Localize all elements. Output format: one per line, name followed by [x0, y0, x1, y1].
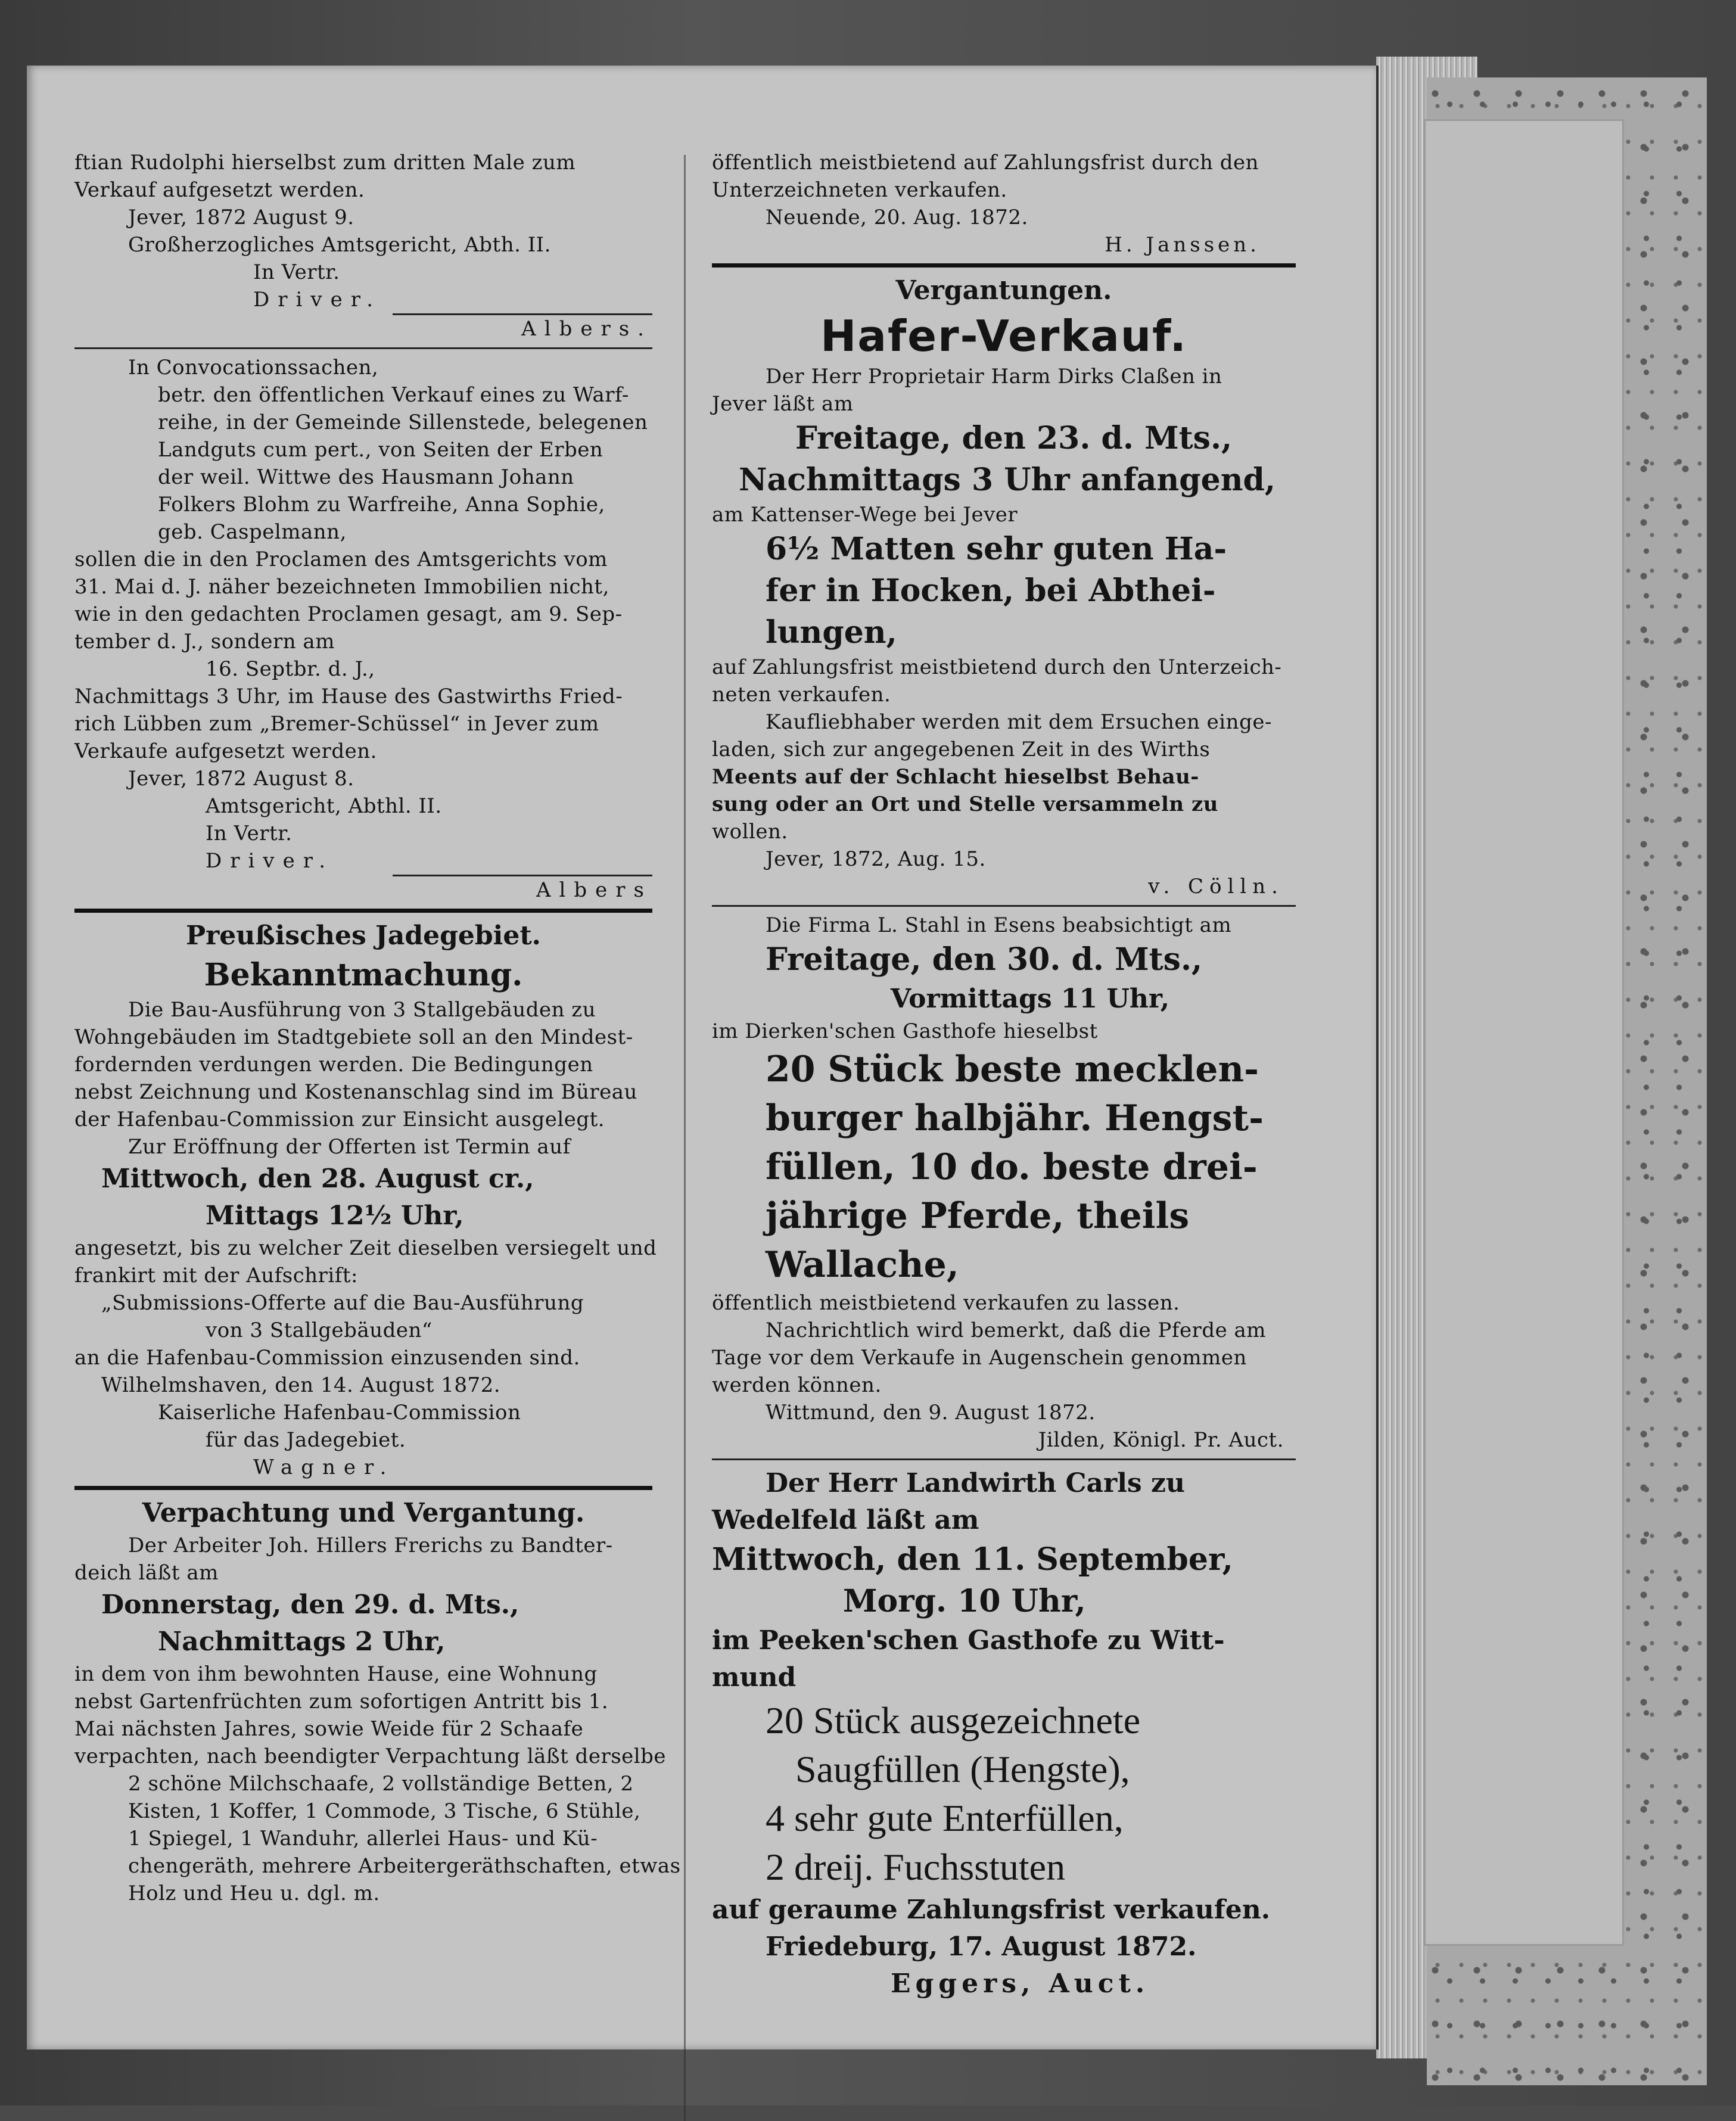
notice-verpachtung — [74, 1495, 681, 1907]
text-line: deich läßt am — [74, 1561, 219, 1585]
column-divider — [684, 155, 686, 2121]
goods-line: Wallache, — [766, 1244, 959, 1286]
sale-date: 16. Septbr. d. J., — [206, 657, 375, 681]
text-line: ftian Rudolphi hierselbst zum dritten Male zum — [74, 151, 576, 175]
text-line: fordernden verdungen werden. Die Bedingungen — [74, 1053, 593, 1077]
right-column — [712, 149, 1296, 2002]
text-line: neten verkaufen. — [712, 683, 891, 707]
text-line: Holz und Heu u. dgl. m. — [128, 1881, 380, 1905]
authority: Kaiserliche Hafenbau-Commission — [158, 1401, 521, 1425]
goods-line: burger halbjähr. Hengst- — [766, 1097, 1264, 1139]
text-line: der Hafenbau-Commission zur Einsicht ausgelegt. — [74, 1108, 605, 1131]
goods-line: füllen, 10 do. beste drei- — [766, 1146, 1258, 1188]
text-line: Verkaufe aufgesetzt werden. — [74, 739, 377, 763]
text-line: von 3 Stallgebäuden“ — [206, 1318, 433, 1342]
notice-heading: Preußisches Jadegebiet. — [186, 920, 541, 951]
separator — [712, 1458, 1296, 1460]
goods-line: 20 Stück beste mecklen- — [766, 1049, 1259, 1090]
signer: Eggers, Auct. — [891, 1968, 1150, 1999]
place-date: Wilhelmshaven, den 14. August 1872. — [101, 1373, 501, 1397]
court-name: Amtsgericht, Abthl. II. — [206, 794, 442, 818]
text-line: tember d. J., sondern am — [74, 630, 335, 654]
text-line: Unterzeichneten verkaufen. — [712, 178, 1007, 202]
left-column — [74, 149, 681, 1907]
text-line: Kisten, 1 Koffer, 1 Commode, 3 Tische, 6 Stühle, — [128, 1799, 641, 1823]
goods-line: fer in Hocken, bei Abthei- — [766, 573, 1216, 609]
place-date: Neuende, 20. Aug. 1872. — [766, 206, 1028, 229]
text-line: der weil. Wittwe des Hausmann Johann — [158, 465, 574, 489]
text-line: reihe, in der Gemeinde Sillenstede, belegenen — [158, 410, 648, 434]
text-line: Wohngebäuden im Stadtgebiete soll an den Mindest- — [74, 1025, 633, 1049]
signer: Jilden, Königl. Pr. Auct. — [1038, 1428, 1284, 1452]
signer: H. Janssen. — [1105, 233, 1260, 257]
date-heading: Donnerstag, den 29. d. Mts., — [101, 1590, 519, 1620]
text-line: sollen die in den Proclamen des Amtsgerichts vom — [74, 548, 608, 571]
separator — [74, 347, 652, 349]
date-heading: Nachmittags 2 Uhr, — [158, 1626, 446, 1657]
authority: für das Jadegebiet. — [206, 1428, 406, 1452]
text-line: nebst Gartenfrüchten zum sofortigen Antritt bis 1. — [74, 1690, 609, 1713]
text-line: Folkers Blohm zu Warfreihe, Anna Sophie, — [158, 493, 605, 517]
notice-neuende — [712, 149, 1296, 259]
section-heading: Vergantungen. — [895, 275, 1112, 306]
location: im Peeken'schen Gasthofe zu Witt- — [712, 1625, 1225, 1656]
text-line: Die Firma L. Stahl in Esens beabsichtigt am — [766, 913, 1232, 937]
text-line: 31. Mai d. J. näher bezeichneten Immobilien nicht, — [74, 575, 609, 599]
text-line: Landguts cum pert., von Seiten der Erben — [158, 438, 603, 462]
in-vertr: In Vertr. — [206, 822, 293, 845]
place-date: Wittmund, den 9. August 1872. — [766, 1401, 1096, 1425]
text-line: werden können. — [712, 1373, 882, 1397]
adjacent-page-panel — [1424, 119, 1624, 1946]
date-heading: Mittwoch, den 28. August cr., — [101, 1164, 534, 1194]
text-line: laden, sich zur angegebenen Zeit in des Wirths — [712, 738, 1211, 761]
text-line: Nachrichtlich wird bemerkt, daß die Pferde am — [766, 1318, 1267, 1342]
notice-stahl-esens — [712, 912, 1296, 1454]
notice-convocation — [74, 354, 652, 904]
text-line: geb. Caspelmann, — [158, 520, 347, 544]
goods-line: jährige Pferde, theils — [766, 1195, 1190, 1237]
text-line: 2 schöne Milchschaafe, 2 vollständige Betten, 2 — [128, 1772, 634, 1796]
notice-heading: Bekanntmachung. — [204, 957, 523, 993]
goods-line: 2 dreij. Fuchsstuten — [766, 1846, 1066, 1888]
text-line: öffentlich meistbietend auf Zahlungsfrist durch den — [712, 151, 1259, 175]
goods-line: 6½ Matten sehr guten Ha- — [766, 531, 1227, 567]
goods-line: 4 sehr gute Enterfüllen, — [766, 1797, 1124, 1839]
separator — [74, 1486, 652, 1490]
text-line: Der Arbeiter Joh. Hillers Frerichs zu Bandter- — [128, 1534, 613, 1557]
place-date: Jever, 1872, Aug. 15. — [766, 847, 986, 871]
text-line: Meents auf der Schlacht hieselbst Behau- — [712, 765, 1199, 789]
in-vertr: In Vertr. — [253, 260, 340, 284]
notice-heading: Verpachtung und Vergantung. — [142, 1498, 585, 1528]
text-line: Der Herr Proprietair Harm Dirks Claßen in — [766, 365, 1222, 388]
text-line: wie in den gedachten Proclamen gesagt, am 9. Sep- — [74, 602, 623, 626]
text-line: Der Herr Landwirth Carls zu — [766, 1468, 1185, 1498]
text-line: Die Bau-Ausführung von 3 Stallgebäuden zu — [128, 998, 596, 1022]
text-line: rich Lübben zum „Bremer-Schüssel“ in Jever zum — [74, 712, 599, 736]
goods-line: lungen, — [766, 614, 897, 651]
location: im Dierken'schen Gasthofe hieselbst — [712, 1019, 1098, 1043]
text-line: öffentlich meistbietend verkaufen zu lassen. — [712, 1291, 1180, 1315]
text-line: verpachten, nach beendigter Verpachtung läßt derselbe — [74, 1744, 667, 1768]
separator — [712, 263, 1296, 268]
text-line: Tage vor dem Verkaufe in Augenschein genommen — [712, 1346, 1247, 1370]
text-line: Kaufliebhaber werden mit dem Ersuchen einge- — [766, 710, 1272, 734]
text-line: Verkauf aufgesetzt werden. — [74, 178, 365, 202]
text-line: 1 Spiegel, 1 Wanduhr, allerlei Haus- und Kü- — [128, 1827, 598, 1851]
text-line: Jever läßt am — [712, 392, 854, 416]
place-date: Jever, 1872 August 9. — [128, 206, 354, 229]
location: mund — [712, 1662, 797, 1693]
notice-heading: Hafer-Verkauf. — [820, 311, 1187, 361]
text-line: betr. den öffentlichen Verkauf eines zu Warf- — [158, 383, 629, 407]
signer: Driver. — [253, 288, 382, 312]
text-line: chengeräth, mehrere Arbeitergeräthschaften, etwas — [128, 1854, 681, 1878]
goods-line: Saugfüllen (Hengste), — [795, 1748, 1130, 1790]
text-line: Zur Eröffnung der Offerten ist Termin auf — [128, 1135, 571, 1159]
text-line: Mai nächsten Jahres, sowie Weide für 2 Schaafe — [74, 1717, 584, 1741]
text-line: in dem von ihm bewohnten Hause, eine Wohnung — [74, 1662, 598, 1686]
signer: Wagner. — [253, 1456, 395, 1479]
text-line: Nachmittags 3 Uhr, im Hause des Gastwirths Fried- — [74, 685, 623, 708]
separator — [712, 905, 1296, 907]
signer: v. Cölln. — [1148, 875, 1284, 898]
place-date: Friedeburg, 17. August 1872. — [766, 1932, 1197, 1962]
date-heading: Mittwoch, den 11. September, — [712, 1541, 1233, 1578]
date-heading: Nachmittags 3 Uhr anfangend, — [739, 462, 1275, 498]
place-date: Jever, 1872 August 8. — [128, 767, 354, 791]
text-line: an die Hafenbau-Commission einzusenden sind. — [74, 1346, 580, 1370]
date-heading: Vormittags 11 Uhr, — [891, 984, 1170, 1014]
text-line: In Convocationssachen, — [128, 356, 379, 380]
date-heading: Freitage, den 30. d. Mts., — [766, 941, 1203, 978]
text-line: auf Zahlungsfrist meistbietend durch den Unterzeich- — [712, 655, 1282, 679]
date-heading: Mittags 12½ Uhr, — [206, 1201, 464, 1231]
signer: Driver. — [206, 849, 334, 873]
closing-line: auf geraume Zahlungsfrist verkaufen. — [712, 1895, 1271, 1925]
signer: Albers — [393, 875, 653, 904]
text-line: sung oder an Ort und Stelle versammeln zu — [712, 792, 1218, 816]
text-line: „Submissions-Offerte auf die Bau-Ausführung — [101, 1291, 584, 1315]
goods-line: 20 Stück ausgezeichnete — [766, 1699, 1141, 1741]
notice-jadegebiet — [74, 918, 657, 1481]
text-line: angesetzt, bis zu welcher Zeit dieselben versiegelt und — [74, 1236, 657, 1260]
text-line: wollen. — [712, 820, 788, 844]
text-line: nebst Zeichnung und Kostenanschlag sind im Büreau — [74, 1080, 637, 1104]
date-heading: Freitage, den 23. d. Mts., — [795, 420, 1233, 456]
notice-court-sale-1 — [74, 149, 652, 343]
date-heading: Morg. 10 Uhr, — [843, 1583, 1086, 1619]
notice-carls-wedelfeld — [712, 1465, 1296, 2002]
notice-hafer-verkauf — [712, 272, 1296, 900]
signer: Albers. — [393, 313, 653, 343]
location: am Kattenser-Wege bei Jever — [712, 503, 1018, 527]
text-line: Wedelfeld läßt am — [712, 1505, 979, 1535]
separator — [74, 909, 652, 913]
court-name: Großherzogliches Amtsgericht, Abth. II. — [128, 233, 551, 257]
text-line: frankirt mit der Aufschrift: — [74, 1264, 358, 1287]
